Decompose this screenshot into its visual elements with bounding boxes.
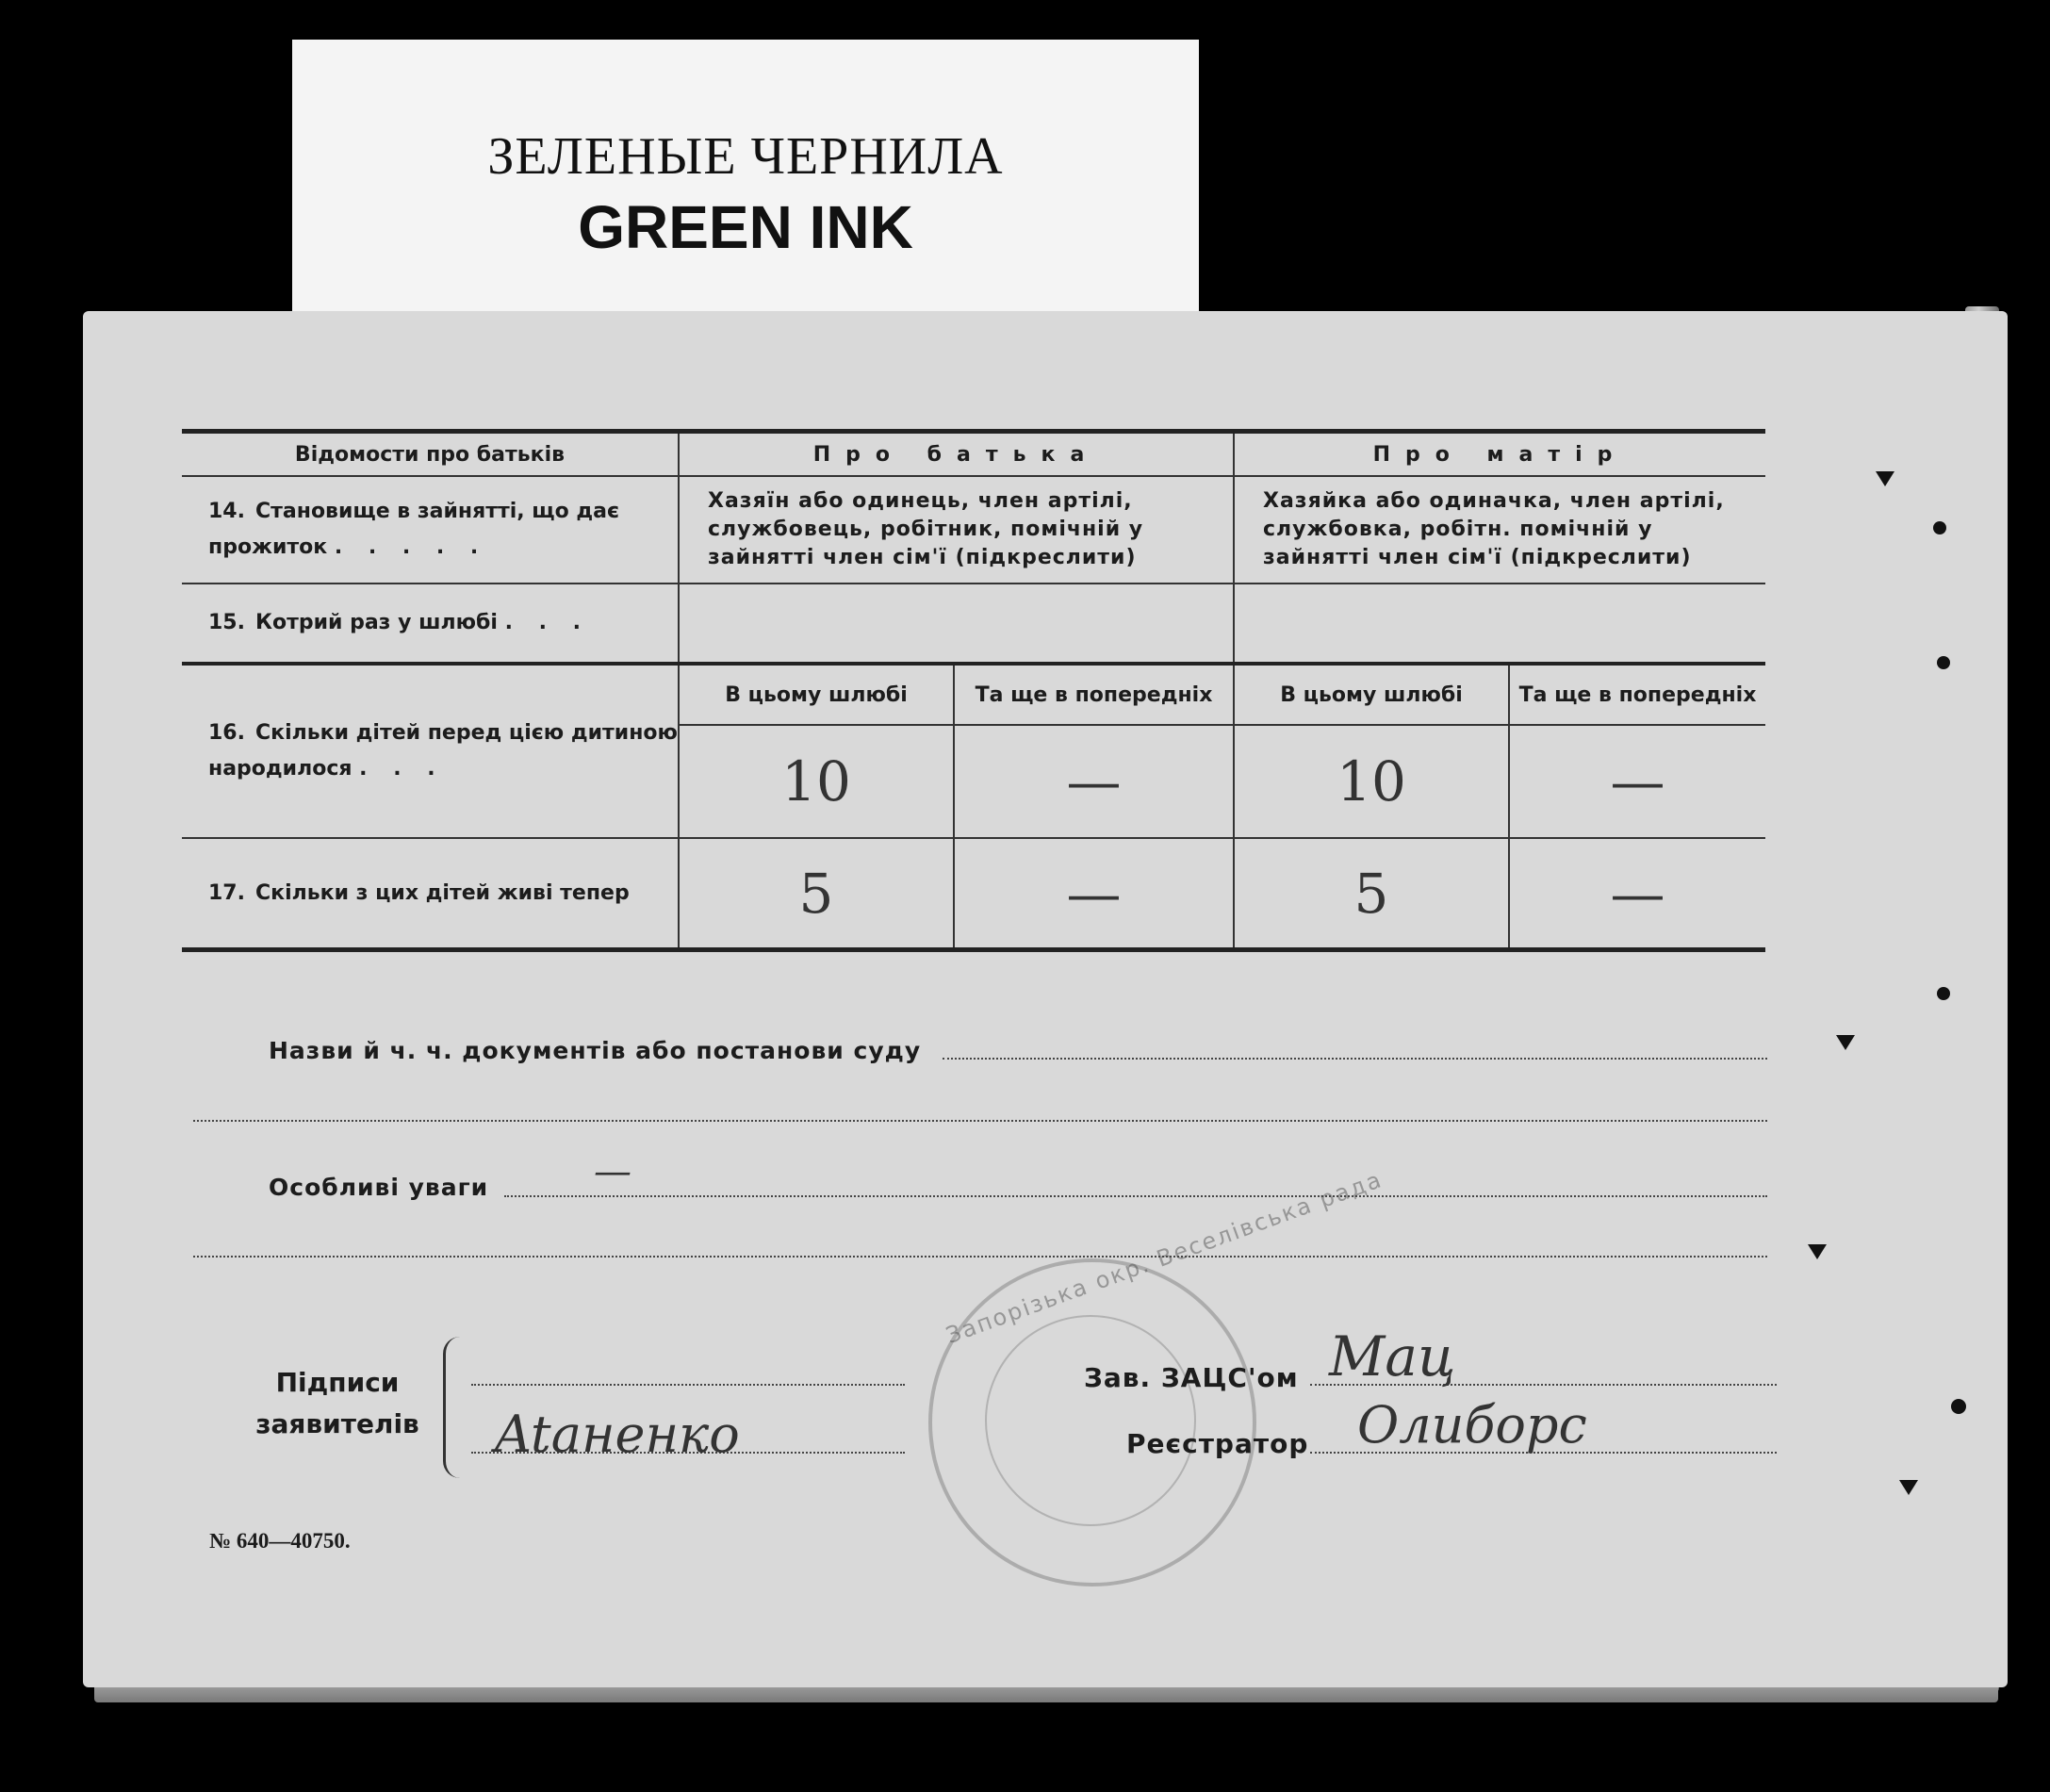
ink-label-card <box>292 40 1199 313</box>
question-text: Котрий раз у шлюбі <box>255 611 498 634</box>
question-14: 14. Становище в зайнятті, що дає прожиток . . . . . <box>182 476 679 584</box>
question-16: 16. Скільки дітей перед цією дитиною народилося . . . <box>182 664 679 838</box>
edge-mark <box>1836 1035 1855 1050</box>
applicants-label-line-1: Підписи <box>275 1367 400 1398</box>
notes-field <box>504 1195 1767 1197</box>
form-number: № 640—40750. <box>209 1529 351 1553</box>
edge-mark <box>1876 471 1894 486</box>
registrar-signature: Олиборс <box>1357 1395 1587 1455</box>
question-text: Скільки дітей перед цією дитиною народилося <box>208 721 678 781</box>
question-17 <box>182 838 679 950</box>
table-row-15 <box>182 584 1765 664</box>
table-subheader-row <box>182 664 1765 725</box>
table-row-17 <box>182 838 1765 950</box>
label-russian: ЗЕЛЕНЫЕ ЧЕРНИЛА <box>487 127 1004 186</box>
header-father: Про батька <box>679 432 1234 477</box>
mother-marriage-count <box>1234 584 1765 664</box>
documents-field-line-2 <box>193 1120 1767 1122</box>
father-occupation-options: Хазяїн або одинець, член артілі, службовець, робітник, помічній у зайнятті член сім'ї (підкреслити) <box>679 476 1234 584</box>
head-zags-label: Зав. ЗАЦС'ом <box>1084 1362 1299 1393</box>
applicants-signature-label <box>253 1362 422 1445</box>
father-children-alive-previous: — <box>954 838 1234 950</box>
question-number: 15. <box>208 611 245 634</box>
parents-info-table <box>182 429 1765 952</box>
brace-symbol <box>443 1337 467 1478</box>
notes-value: — <box>594 1150 631 1193</box>
table-row-14 <box>182 476 1765 584</box>
applicants-label-line-2: заявителів <box>255 1408 419 1439</box>
question-number: 14. <box>208 500 245 523</box>
question-number: 17. <box>208 880 245 905</box>
mother-children-alive-previous: — <box>1610 861 1665 926</box>
label-english: GREEN INK <box>578 193 913 261</box>
subheader-mother-this-marriage: В цьому шлюбі <box>1234 664 1509 725</box>
subheader-father-this-marriage: В цьому шлюбі <box>679 664 954 725</box>
notes-label: Особливі уваги <box>269 1174 489 1201</box>
question-text: Скільки з цих дітей живі тепер <box>255 880 630 905</box>
edge-mark <box>1899 1480 1918 1495</box>
question-number: 16. <box>208 721 245 745</box>
documents-field <box>943 1058 1767 1060</box>
official-stamp-inner-ring <box>985 1315 1196 1526</box>
father-children-previous: — <box>954 725 1234 838</box>
head-signature: Мац <box>1329 1324 1456 1389</box>
mother-occupation-options: Хазяйка або одиначка, член артілі, службовка, робітн. помічній у зайнятті член сім'ї (підкреслити) <box>1263 489 1725 569</box>
header-mother: Про матір <box>1372 442 1628 467</box>
notes-field-line-2 <box>193 1256 1767 1258</box>
subheader-father-previous: Та ще в попередніх <box>954 664 1234 725</box>
question-text: Становище в зайнятті, що дає прожиток <box>208 500 620 559</box>
applicant-signature-line-1 <box>471 1384 905 1386</box>
binding-hole <box>1937 656 1950 669</box>
table-header-row <box>182 432 1765 477</box>
edge-mark <box>1808 1244 1827 1259</box>
mother-children-previous: — <box>1610 749 1665 814</box>
registrar-label: Реєстратор <box>1126 1428 1309 1459</box>
binding-hole <box>1933 521 1946 534</box>
binding-hole <box>1937 987 1950 1000</box>
header-parents-info: Відомости про батьків <box>182 432 679 477</box>
documents-label: Назви й ч. ч. документів або постанови суду <box>269 1037 922 1064</box>
subheader-mother-previous: Та ще в попередніх <box>1518 682 1757 707</box>
father-children-this-marriage: 10 <box>679 725 954 838</box>
binding-hole <box>1951 1399 1966 1414</box>
stamp-text: Запорізька окр. Веселівська рада <box>943 1165 1386 1350</box>
question-15: 15. Котрий раз у шлюбі . . . <box>182 584 679 664</box>
mother-children-this-marriage: 10 <box>1234 725 1509 838</box>
applicant-signature: Ataненко <box>495 1405 740 1464</box>
mother-children-alive-this: 5 <box>1234 838 1509 950</box>
father-marriage-count <box>679 584 1234 664</box>
father-children-alive-this: 5 <box>679 838 954 950</box>
